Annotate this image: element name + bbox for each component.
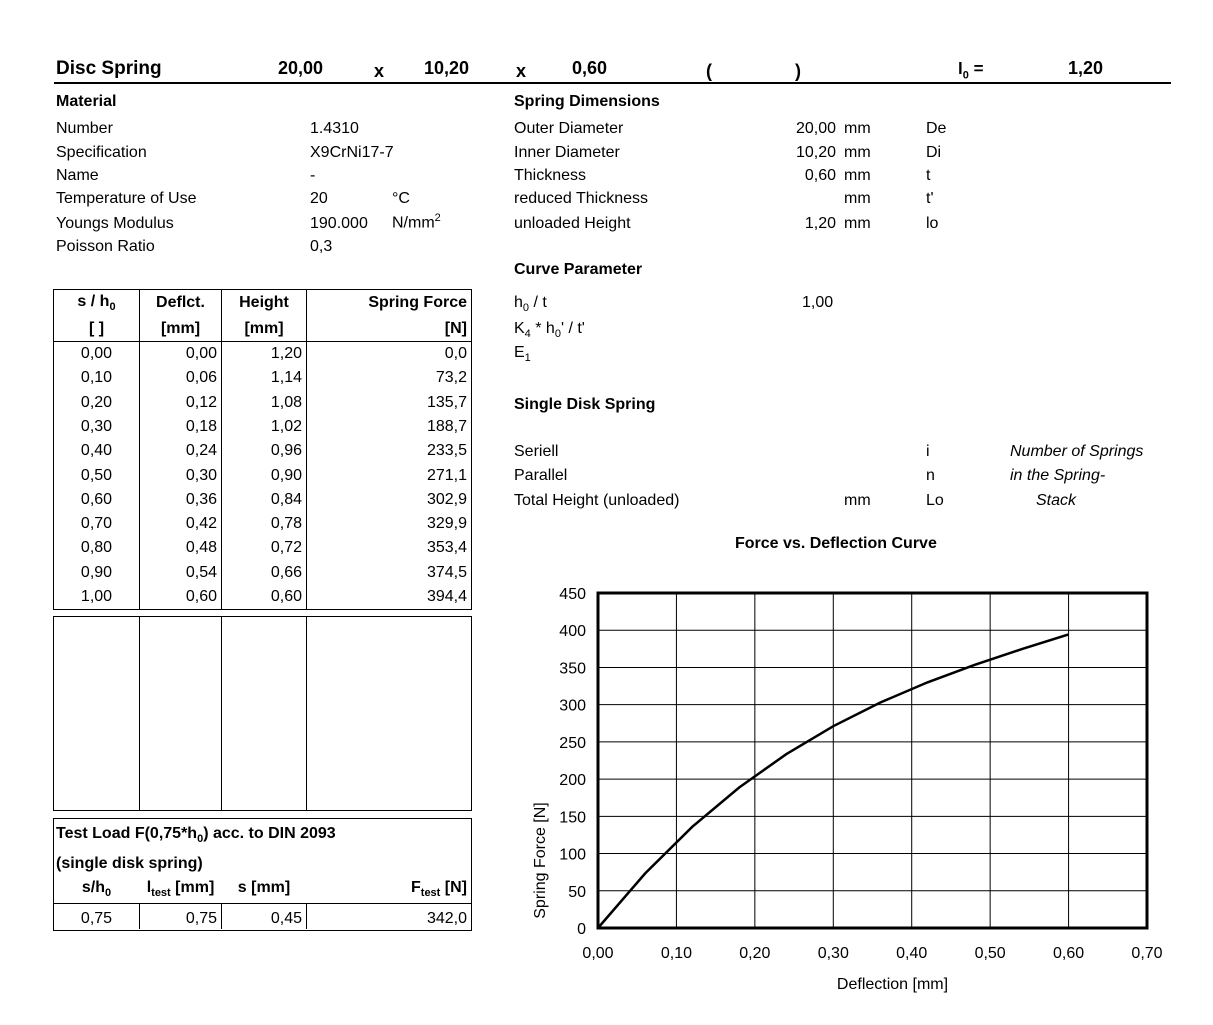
table-cell: 233,5: [426, 442, 467, 460]
y-tick-label: 100: [559, 846, 586, 864]
header-l0-label: $l_0$ =: [958, 59, 984, 82]
table-cell: 0,00: [185, 345, 217, 362]
dimension-label: Inner Diameter: [514, 144, 620, 161]
testload-title: Test Load $F(0,75*h_0)$ acc. to DIN 2093: [56, 825, 336, 846]
table-cell: 0,06: [185, 369, 217, 387]
material-label: Youngs Modulus: [56, 215, 174, 232]
header-x2: x: [516, 61, 527, 81]
table-cell: 0,40: [80, 442, 113, 460]
single-note: Number of Springs: [1010, 443, 1144, 460]
x-tick-label: 0,30: [817, 945, 849, 962]
single-symbol: i: [926, 443, 930, 460]
testload-value: 0,75: [80, 910, 113, 927]
material-unit: $N/mm^2$: [392, 212, 441, 232]
header-l0-value: 1,20: [1068, 58, 1104, 78]
table-cell: 0,60: [80, 490, 113, 508]
table-cell: 0,72: [270, 539, 302, 557]
single-label: Parallel: [514, 467, 568, 484]
table-cell: 0,10: [80, 369, 113, 387]
dimension-unit: mm: [844, 215, 871, 232]
material-label: Poisson Ratio: [56, 238, 155, 255]
dimension-unit: mm: [844, 144, 871, 161]
y-tick-label: 50: [568, 883, 586, 901]
table-cell: 135,7: [426, 393, 467, 411]
y-tick-label: 150: [559, 809, 586, 827]
table-cell: 271,1: [426, 466, 467, 484]
table-cell: 0,80: [80, 539, 113, 557]
material-value: 1.4310: [310, 120, 359, 137]
col-divider: [139, 617, 140, 810]
testload-rule: [53, 903, 471, 904]
dimension-label: Thickness: [514, 167, 587, 184]
header-paren-open: (: [706, 61, 712, 81]
table-unit-force: [N]: [444, 320, 467, 337]
curve-e1-label: $E_1$: [514, 344, 531, 365]
table-unit-deflection: [mm]: [160, 320, 201, 337]
dimension-label: unloaded Height: [514, 215, 631, 232]
testload-value: 0,75: [185, 910, 217, 927]
table-cell: 0,54: [185, 563, 217, 581]
single-symbol: Lo: [926, 492, 944, 509]
col-divider: [221, 617, 222, 810]
dimension-value: 1,20: [804, 215, 836, 232]
header-thickness: 0,60: [572, 58, 608, 78]
header-paren-close: ): [795, 61, 801, 81]
x-tick-label: 0,00: [582, 945, 614, 962]
series-line: [598, 634, 1069, 928]
table-cell: 394,4: [426, 588, 467, 605]
x-tick-label: 0,10: [660, 945, 692, 962]
material-label: Specification: [56, 144, 147, 161]
material-label: Number: [56, 120, 113, 137]
table-cell: 0,20: [80, 393, 113, 411]
table-cell: 374,5: [426, 563, 467, 581]
table-cell: 0,42: [185, 515, 217, 533]
dimension-value: 20,00: [795, 120, 836, 137]
table-cell: 0,66: [270, 563, 302, 581]
chart-title: Force vs. Deflection Curve: [735, 535, 937, 552]
table-cell: 0,18: [185, 417, 217, 435]
table-cell: 0,70: [80, 515, 113, 533]
header-outer-diameter: 20,00: [278, 58, 324, 78]
table-header-deflection: Deflct.: [156, 294, 205, 311]
curve-heading: Curve Parameter: [514, 261, 643, 278]
col-divider: [306, 617, 307, 810]
curve-h0t-value: 1,00: [802, 294, 834, 311]
table-cell: 0,0: [444, 345, 467, 362]
dimension-unit: mm: [844, 190, 871, 207]
table-header-force: Spring Force: [368, 294, 467, 311]
material-label: Name: [56, 167, 99, 184]
single-label: Seriell: [514, 443, 559, 460]
table-cell: 1,02: [270, 417, 302, 435]
dimension-symbol: Di: [926, 144, 942, 161]
x-tick-label: 0,70: [1131, 945, 1163, 962]
table-cell: 329,9: [426, 515, 467, 533]
curve-h0t-label: $h_0$ / t: [514, 294, 547, 315]
plot-area-border: [598, 593, 1147, 928]
table-cell: 0,84: [270, 490, 302, 508]
dimension-unit: mm: [844, 167, 871, 184]
dimension-symbol: t: [926, 167, 931, 184]
testload-col-sh0: $s/h_0$: [81, 879, 112, 900]
y-tick-label: 0: [577, 921, 586, 938]
material-value: -: [310, 167, 316, 184]
empty-table-frame: [53, 616, 472, 811]
table-cell: 1,14: [270, 369, 302, 387]
table-cell: 0,60: [185, 588, 217, 605]
table-cell: 0,30: [185, 466, 217, 484]
material-value: 20: [310, 190, 328, 207]
material-value: 190.000: [310, 215, 368, 232]
x-tick-label: 0,60: [1053, 945, 1085, 962]
y-tick-label: 350: [559, 660, 586, 678]
testload-col-ftest: $F_{test}$ [N]: [411, 879, 467, 900]
table-cell: 0,36: [185, 490, 217, 508]
dimension-label: Outer Diameter: [514, 120, 624, 137]
page-title: Disc Spring: [56, 58, 162, 79]
table-cell: 0,24: [185, 442, 217, 460]
table-cell: 0,78: [270, 515, 302, 533]
table-cell: 0,90: [270, 466, 302, 484]
curve-k4-label: $K_4 * h_0'$ / t': [514, 320, 585, 341]
x-axis-label: Deflection [mm]: [836, 976, 949, 993]
material-label: Temperature of Use: [56, 190, 197, 207]
x-tick-label: 0,20: [739, 945, 771, 962]
y-tick-label: 300: [559, 697, 586, 715]
testload-subtitle: (single disk spring): [56, 855, 203, 872]
dimension-symbol: t': [926, 190, 934, 207]
single-symbol: n: [926, 467, 935, 484]
material-heading: Material: [56, 93, 117, 110]
header-rule: [54, 82, 1171, 84]
table-unit-sh0: [ ]: [88, 320, 105, 337]
table-cell: 188,7: [426, 417, 467, 435]
table-header-sh0: s / $h_0$: [77, 293, 116, 314]
single-note: Stack: [1036, 492, 1077, 509]
table-cell: 0,96: [270, 442, 302, 460]
dimension-value: 0,60: [804, 167, 836, 184]
single-unit: mm: [844, 492, 871, 509]
x-tick-label: 0,40: [896, 945, 928, 962]
y-tick-label: 200: [559, 772, 586, 790]
header-inner-diameter: 10,20: [424, 58, 470, 78]
y-tick-label: 250: [559, 734, 586, 752]
testload-value: 342,0: [426, 910, 467, 927]
testload-col-ltest: $l_{test}$ [mm]: [146, 879, 215, 900]
table-cell: 0,00: [80, 345, 113, 362]
single-label: Total Height (unloaded): [514, 492, 680, 509]
x-tick-label: 0,50: [974, 945, 1006, 962]
table-header-height: Height: [239, 294, 289, 311]
table-cell: 302,9: [426, 490, 467, 508]
table-cell: 0,90: [80, 563, 113, 581]
dimension-symbol: De: [926, 120, 947, 137]
table-cell: 1,00: [80, 588, 113, 605]
dimension-unit: mm: [844, 120, 871, 137]
dimension-symbol: lo: [926, 215, 939, 232]
y-tick-label: 450: [559, 586, 586, 603]
dimension-label: reduced Thickness: [514, 190, 648, 207]
table-cell: 73,2: [435, 369, 467, 387]
dimension-value: 10,20: [795, 144, 836, 161]
table-cell: 0,30: [80, 417, 113, 435]
single-note: in the Spring-: [1010, 467, 1106, 484]
y-tick-label: 400: [559, 623, 586, 641]
header-x1: x: [374, 61, 385, 81]
testload-col-s: s [mm]: [237, 879, 291, 896]
table-unit-height: [mm]: [244, 320, 284, 337]
dimensions-heading: Spring Dimensions: [514, 93, 660, 110]
material-unit: °C: [392, 190, 410, 207]
table-cell: 353,4: [426, 539, 467, 557]
table-cell: 1,08: [270, 393, 302, 411]
table-cell: 0,50: [80, 466, 113, 484]
material-value: 0,3: [310, 238, 333, 255]
single-heading: Single Disk Spring: [514, 396, 656, 413]
y-axis-label: Spring Force [N]: [532, 802, 549, 919]
table-cell: 0,48: [185, 539, 217, 557]
table-cell: 0,12: [185, 393, 217, 411]
table-cell: 0,60: [270, 588, 302, 605]
material-value: X9CrNi17-7: [310, 144, 394, 161]
table-header-rule: [53, 341, 471, 342]
table-cell: 1,20: [270, 345, 302, 362]
testload-value: 0,45: [270, 910, 302, 927]
